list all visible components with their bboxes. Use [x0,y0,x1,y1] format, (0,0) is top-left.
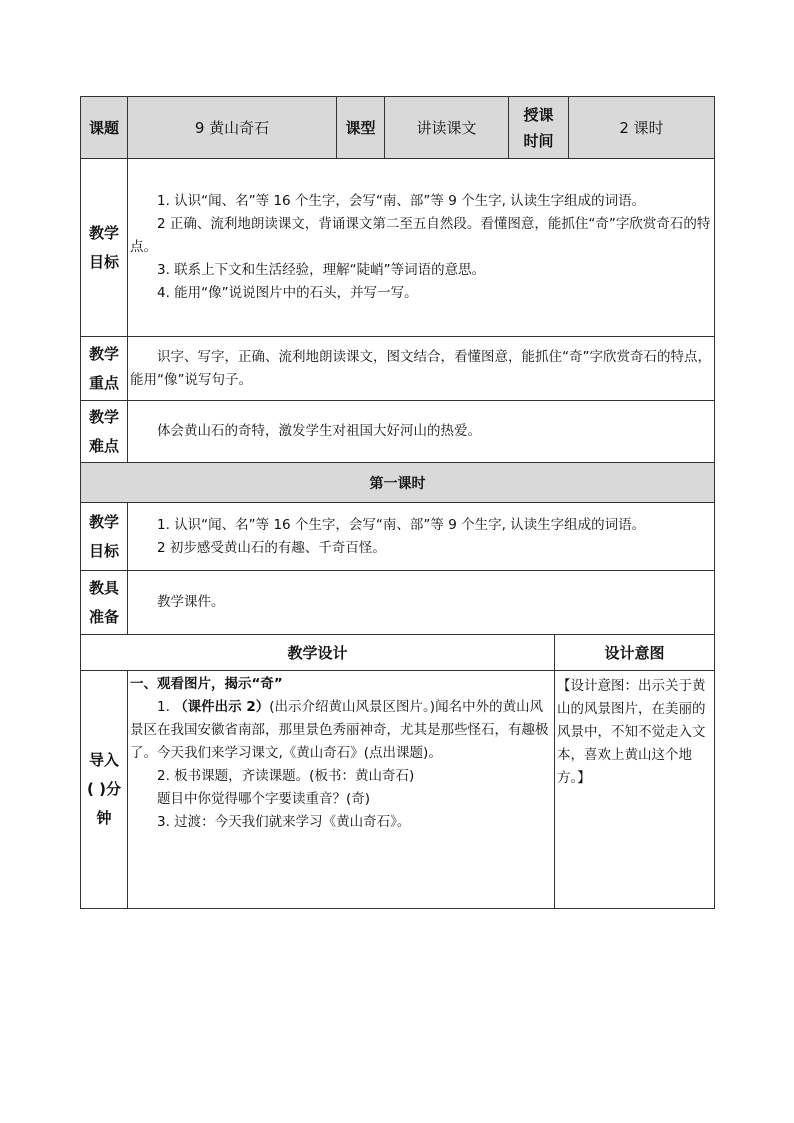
goals-label [81,159,128,337]
focus-content [128,337,715,401]
time-label [509,97,569,159]
intent-col-header: 设计意图 [555,635,715,671]
design-header-row [81,635,715,671]
lesson-plan-table [80,96,715,909]
difficulty-label [81,401,128,463]
intro-label-line-3: 钟 [96,809,112,827]
tools-text: 教学课件。 [157,594,225,610]
intent-content: 【设计意图：出示关于黄山的风景图片，在美丽的风景中，不知不觉走入文本，喜欢上黄山这个地方。】 [555,671,715,909]
lesson1-goals-label-line-2: 目标 [88,541,119,560]
lesson1-goals-label-line-1: 教学 [88,512,119,531]
lesson1-goals-content [128,503,715,571]
intro-label-line-2: ( )分 [87,780,121,798]
type-label: 课型 [337,97,385,159]
focus-label [81,337,128,401]
goal-line-4: 4. 能用“像”说说图片中的石头，并写一写。 [157,285,418,301]
difficulty-row [81,401,715,463]
tools-content [128,571,715,635]
goal-line-2: 2 正确、流利地朗读课文，背诵课文第二至五自然段。看懂图意，能抓住“奇”字欣赏奇石的特点。 [130,216,711,255]
step1-number: 1. [157,699,170,715]
lesson1-goal-line-2: 2 初步感受黄山石的有趣、千奇百怪。 [157,539,386,556]
intro-label [81,671,128,909]
topic-label: 课题 [81,97,128,159]
goals-content [128,159,715,337]
focus-label-line-2: 重点 [88,373,119,392]
goal-line-1: 1. 认识“闻、名”等 16 个生字，会写“南、部”等 9 个生字, 认读生字组成的词语。 [157,193,646,209]
goals-label-line-2: 目标 [88,252,119,271]
difficulty-label-line-1: 教学 [88,407,119,426]
intro-step-2b: 题目中你觉得哪个字要读重音？(奇) [157,791,371,807]
tools-label-line-1: 教具 [88,578,119,597]
time-value: 2 课时 [569,97,715,159]
difficulty-label-line-2: 难点 [88,436,119,455]
step1-text: (出示介绍黄山风景区图片。)闻名中外的黄山风景区在我国安徽省南部，那里景色秀丽神奇，尤其是那些怪石，有趣极了。今天我们来学习课文,《黄山奇石》(点出课题)。 [130,699,549,761]
lesson1-title: 第一课时 [81,463,715,503]
intro-label-line-1: 导入 [88,751,119,769]
time-label-line-1: 授课 [523,105,554,124]
intro-step-2: 2. 板书课题，齐读课题。(板书：黄山奇石) [157,768,415,784]
tools-row [81,571,715,635]
step1-courseware: （课件出示 2） [174,699,270,715]
lesson1-goals-row [81,503,715,571]
focus-label-line-1: 教学 [88,344,119,363]
header-row [81,97,715,159]
intro-content [128,671,555,909]
lesson1-title-row [81,463,715,503]
topic-value: 9 黄山奇石 [128,97,337,159]
goals-row [81,159,715,337]
intro-step-1 [130,696,552,765]
intro-step-3: 3. 过渡：今天我们就来学习《黄山奇石》。 [157,814,411,830]
tools-label [81,571,128,635]
type-value: 讲读课文 [385,97,509,159]
difficulty-text: 体会黄山石的奇特，激发学生对祖国大好河山的热爱。 [157,423,481,439]
difficulty-content [128,401,715,463]
goals-label-line-1: 教学 [88,223,119,242]
intro-row [81,671,715,909]
time-label-line-2: 时间 [523,131,554,150]
lesson1-goal-line-1: 1. 认识“闻、名”等 16 个生字，会写“南、部”等 9 个生字, 认读生字组成的词语。 [157,516,646,533]
intro-heading: 一、观看图片，揭示“奇” [130,676,283,692]
goal-line-3: 3. 联系上下文和生活经验，理解“陡峭”等词语的意思。 [157,262,486,278]
focus-row [81,337,715,401]
design-col-header: 教学设计 [81,635,555,671]
focus-text: 识字、写字，正确、流利地朗读课文，图文结合，看懂图意，能抓住“奇”字欣赏奇石的特点，能用“像”说写句子。 [130,348,711,388]
tools-label-line-2: 准备 [88,607,119,626]
lesson1-goals-label [81,503,128,571]
